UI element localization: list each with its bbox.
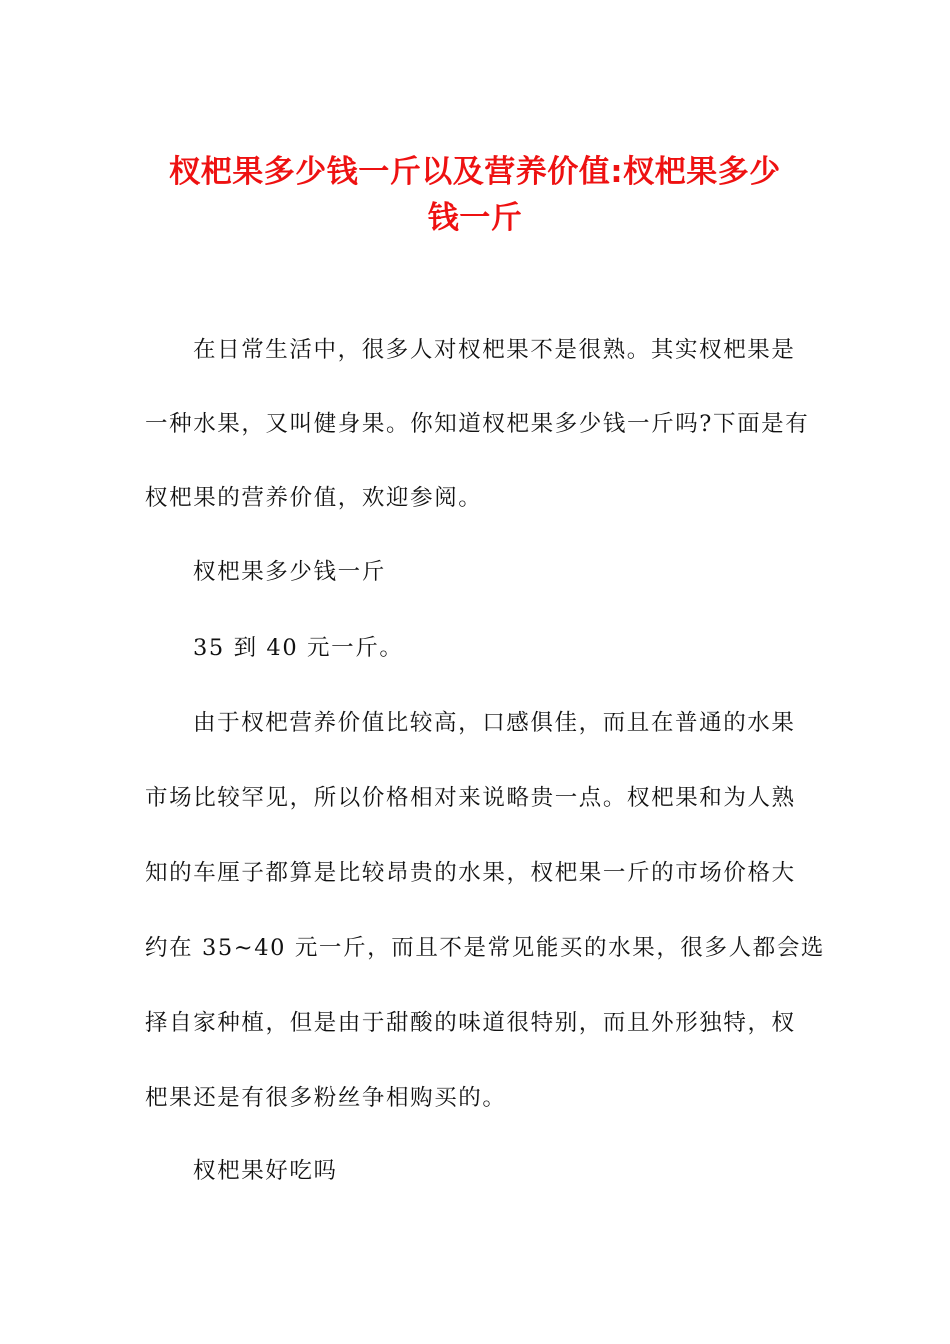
paragraph-2-line-6: 杷果还是有很多粉丝争相购买的。 [145, 1085, 507, 1111]
paragraph-2-line-2: 市场比较罕见，所以价格相对来说略贵一点。杈杷果和为人熟 [145, 785, 796, 811]
paragraph-2-line-4: 约在 35~40 元一斤，而且不是常见能买的水果，很多人都会选 [145, 935, 826, 961]
price-answer: 35 到 40 元一斤。 [193, 635, 404, 661]
paragraph-2-line-5: 择自家种植，但是由于甜酸的味道很特别，而且外形独特，杈 [145, 1010, 796, 1036]
paragraph-1-line-2: 一种水果，又叫健身果。你知道杈杷果多少钱一斤吗?下面是有 [145, 411, 810, 437]
section-heading-price: 杈杷果多少钱一斤 [193, 559, 386, 585]
document-title-line-1: 杈杷果多少钱一斤以及营养价值:杈杷果多少 [169, 154, 781, 190]
section-heading-taste: 杈杷果好吃吗 [193, 1158, 338, 1184]
paragraph-1-line-3: 杈杷果的营养价值，欢迎参阅。 [145, 485, 483, 511]
document-title-line-2: 钱一斤 [427, 200, 523, 236]
paragraph-2-line-3: 知的车厘子都算是比较昂贵的水果，杈杷果一斤的市场价格大 [145, 860, 796, 886]
paragraph-2-line-1: 由于杈杷营养价值比较高，口感俱佳，而且在普通的水果 [193, 710, 796, 736]
paragraph-1-line-1: 在日常生活中，很多人对杈杷果不是很熟。其实杈杷果是 [193, 337, 796, 363]
